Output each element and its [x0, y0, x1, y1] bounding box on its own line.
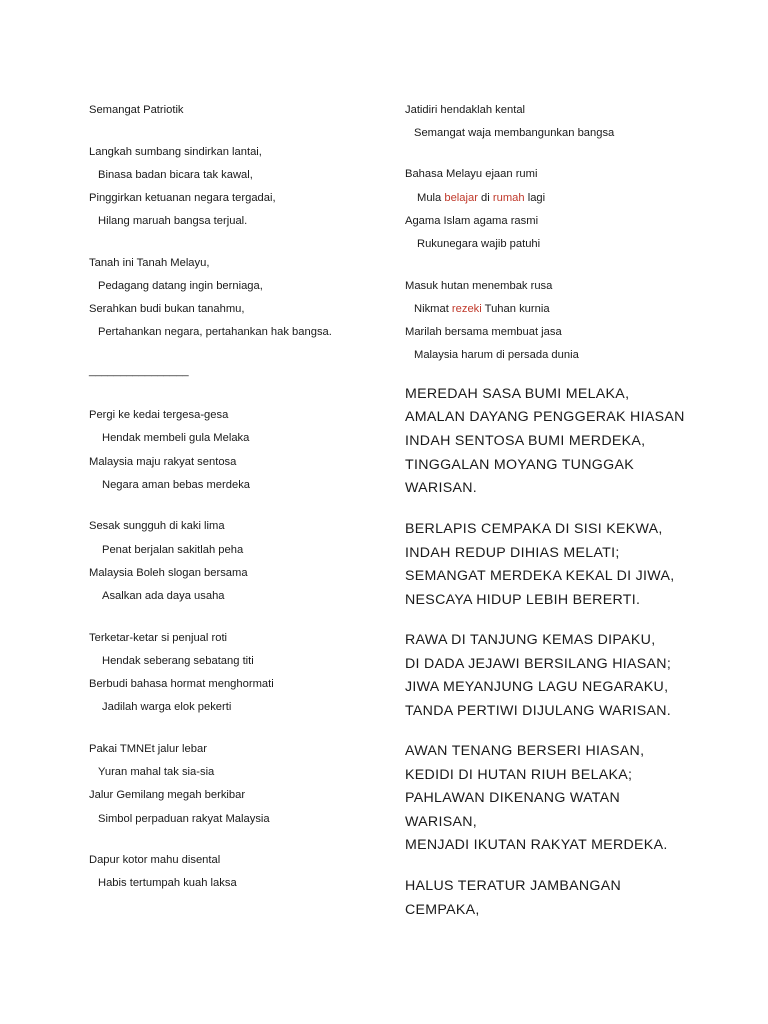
verse-line: WARISAN. — [405, 480, 478, 496]
verse-line: MENJADI IKUTAN RAKYAT MERDEKA. — [405, 837, 668, 853]
verse-line: AMALAN DAYANG PENGGERAK HIASAN — [405, 409, 685, 425]
pantun-line: Asalkan ada daya usaha — [102, 590, 225, 602]
pantun-line: Rukunegara wajib patuhi — [417, 238, 541, 250]
poem-line: Pertahankan negara, pertahankan hak bangsa. — [98, 326, 332, 338]
verse-line: DI DADA JEJAWI BERSILANG HIASAN; — [405, 656, 672, 672]
verse-line: BERLAPIS CEMPAKA DI SISI KEKWA, — [405, 521, 663, 537]
pantun-line: Jadilah warga elok pekerti — [102, 701, 232, 713]
text-span: Nikmat — [414, 303, 452, 315]
pantun-line: Bahasa Melayu ejaan rumi — [405, 168, 538, 180]
pantun-line: Dapur kotor mahu disental — [89, 854, 221, 866]
pantun-line: Masuk hutan menembak rusa — [405, 280, 553, 292]
pantun-line: Jalur Gemilang megah berkibar — [89, 789, 246, 801]
verse-line: KEDIDI DI HUTAN RIUH BELAKA; — [405, 767, 633, 783]
divider-line: ________________ — [89, 365, 189, 377]
pantun-line: Simbol perpaduan rakyat Malaysia — [98, 813, 270, 825]
pantun-line: Pakai TMNEt jalur lebar — [89, 743, 207, 755]
poem-line: Langkah sumbang sindirkan lantai, — [89, 146, 262, 158]
poem-line: Serahkan budi bukan tanahmu, — [89, 303, 245, 315]
poem-title: Semangat Patriotik — [89, 104, 184, 116]
verse-line: INDAH REDUP DIHIAS MELATI; — [405, 545, 620, 561]
highlighted-word: belajar — [444, 192, 478, 204]
pantun-line: Hendak membeli gula Melaka — [102, 432, 250, 444]
verse-line: WARISAN, — [405, 814, 478, 830]
verse-line: AWAN TENANG BERSERI HIASAN, — [405, 743, 645, 759]
text-span: Mula — [417, 192, 445, 204]
verse-line: INDAH SENTOSA BUMI MERDEKA, — [405, 433, 646, 449]
poem-line: Tanah ini Tanah Melayu, — [89, 257, 210, 269]
poem-line: Binasa badan bicara tak kawal, — [98, 169, 253, 181]
poem-line: Pedagang datang ingin berniaga, — [98, 280, 263, 292]
pantun-line: Agama Islam agama rasmi — [405, 215, 539, 227]
verse-line: SEMANGAT MERDEKA KEKAL DI JIWA, — [405, 568, 675, 584]
pantun-line — [414, 302, 550, 316]
pantun-line: Berbudi bahasa hormat menghormati — [89, 678, 274, 690]
text-span: Tuhan kurnia — [481, 303, 550, 315]
text-span: lagi — [524, 192, 546, 204]
verse-line: HALUS TERATUR JAMBANGAN — [405, 878, 622, 894]
pantun-line: Jatidiri hendaklah kental — [405, 104, 526, 116]
text-span: di — [477, 192, 493, 204]
pantun-line: Hendak seberang sebatang titi — [102, 655, 254, 667]
verse-line: PAHLAWAN DIKENANG WATAN — [405, 790, 620, 806]
pantun-line: Malaysia maju rakyat sentosa — [89, 456, 237, 468]
verse-line: MEREDAH SASA BUMI MELAKA, — [405, 386, 630, 402]
pantun-line: Penat berjalan sakitlah peha — [102, 544, 244, 556]
pantun-line: Pergi ke kedai tergesa-gesa — [89, 409, 229, 421]
verse-line: TINGGALAN MOYANG TUNGGAK — [405, 457, 634, 473]
pantun-line: Marilah bersama membuat jasa — [405, 326, 562, 338]
pantun-line: Habis tertumpah kuah laksa — [98, 877, 237, 889]
poem-line: Hilang maruah bangsa terjual. — [98, 215, 248, 227]
pantun-line: Malaysia Boleh slogan bersama — [89, 567, 248, 579]
verse-line: TANDA PERTIWI DIJULANG WARISAN. — [405, 703, 672, 719]
pantun-line: Malaysia harum di persada dunia — [414, 349, 579, 361]
pantun-line: Yuran mahal tak sia-sia — [98, 766, 215, 778]
verse-line: NESCAYA HIDUP LEBIH BERERTI. — [405, 592, 641, 608]
pantun-line: Sesak sungguh di kaki lima — [89, 520, 225, 532]
pantun-line: Semangat waja membangunkan bangsa — [414, 127, 615, 139]
verse-line: JIWA MEYANJUNG LAGU NEGARAKU, — [405, 679, 669, 695]
pantun-line: Negara aman bebas merdeka — [102, 479, 251, 491]
pantun-line: Terketar-ketar si penjual roti — [89, 632, 228, 644]
verse-line: CEMPAKA, — [405, 902, 480, 918]
highlighted-word: rumah — [492, 192, 525, 204]
poem-line: Pinggirkan ketuanan negara tergadai, — [89, 192, 276, 204]
highlighted-word: rezeki — [451, 303, 482, 315]
pantun-line — [417, 191, 545, 205]
verse-line: RAWA DI TANJUNG KEMAS DIPAKU, — [405, 632, 656, 648]
